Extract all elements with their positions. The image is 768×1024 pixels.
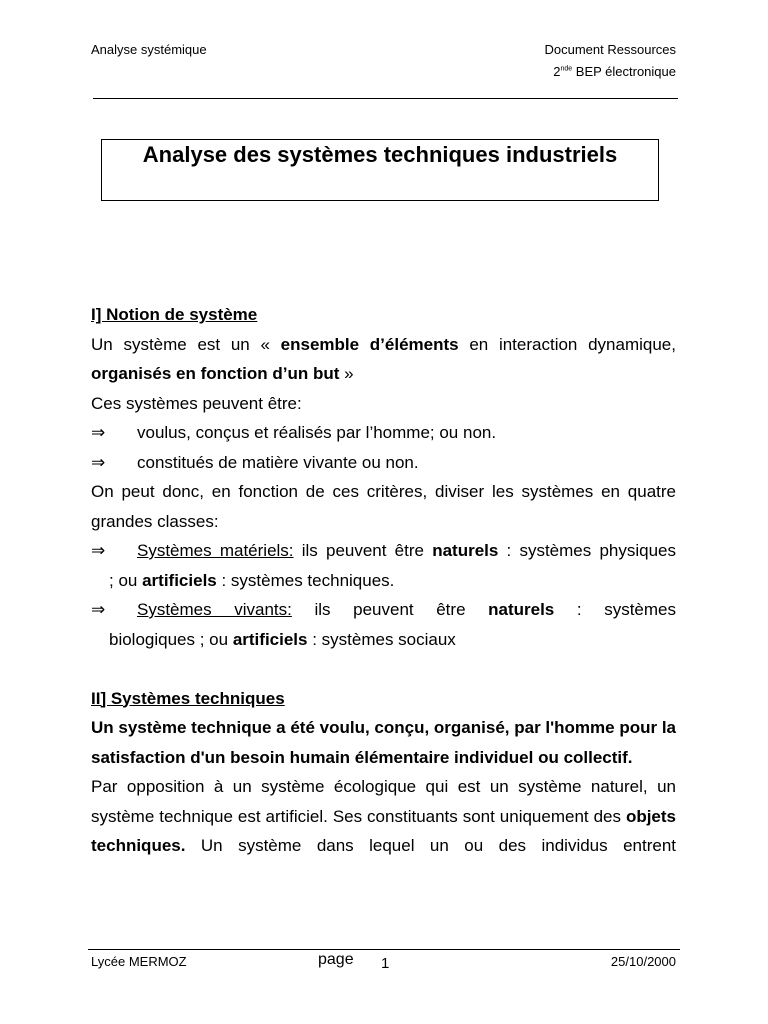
- page-title: Analyse des systèmes techniques industriels: [142, 142, 618, 167]
- text-run: : systèmes techniques.: [216, 570, 395, 590]
- text-run-bold: ensemble d’éléments: [280, 334, 459, 354]
- text-run-underline: Systèmes matériels:: [137, 541, 294, 560]
- footer-school: Lycée MERMOZ: [91, 954, 187, 969]
- footer-page-number: 1: [381, 955, 390, 972]
- list-item-continuation: [91, 566, 676, 596]
- text-run: ils peuvent être: [293, 541, 433, 560]
- text-run-bold: naturels: [432, 541, 499, 560]
- text-run-bold: organisés en fonction d’un but: [91, 364, 340, 383]
- section1-p3: On peut donc, en fonction de ces critères, diviser les systèmes en quatre grandes classes:: [91, 482, 676, 531]
- text-run: : systèmes: [554, 600, 676, 619]
- section2-heading: II] Systèmes techniques: [91, 688, 285, 708]
- title-box: [101, 139, 659, 201]
- footer-rule: [88, 949, 680, 950]
- class-name: BEP électronique: [572, 64, 676, 79]
- arrow-icon: ⇒: [91, 541, 106, 560]
- list-item: [91, 418, 676, 448]
- arrow-icon: ⇒: [91, 452, 106, 472]
- text-run: ; ou: [109, 570, 143, 590]
- section1-p1-line1: [91, 330, 676, 360]
- header-rule: [93, 98, 678, 99]
- text-run: Par opposition à un système écologique qui est un système naturel, un système technique est artificiel. Ses constituants sont uniquement des: [91, 777, 676, 826]
- arrow-icon: ⇒: [91, 600, 106, 619]
- list-item: [91, 448, 676, 478]
- text-run: : systèmes sociaux: [307, 629, 456, 649]
- list-item-continuation: [91, 625, 676, 655]
- class-level: 2: [553, 64, 561, 79]
- text-run-bold: artificiels: [142, 570, 217, 590]
- text-run: biologiques ; ou: [109, 629, 233, 649]
- text-run-underline: Systèmes vivants:: [137, 600, 292, 619]
- list-item-text: [137, 536, 676, 566]
- list-item: [91, 536, 676, 566]
- text-run: Un système dans lequel un ou des individus entrent: [185, 836, 676, 855]
- list-item-text: constitués de matière vivante ou non.: [137, 452, 419, 472]
- text-run-bold: artificiels: [232, 629, 308, 649]
- header-left: Analyse systémique: [91, 42, 207, 57]
- section2-p2: [91, 772, 676, 861]
- section2-p1: Un système technique a été voulu, conçu, organisé, par l'homme pour la satisfaction d'un besoin humain élémentaire individuel ou collectif.: [91, 718, 677, 767]
- arrow-icon: ⇒: [91, 423, 106, 442]
- text-run: »: [339, 364, 354, 383]
- text-run-bold: objets techniques.: [91, 806, 676, 855]
- text-run: ils peuvent être: [291, 600, 489, 619]
- class-level-sup: nde: [560, 65, 573, 73]
- spacer: [91, 654, 676, 684]
- section1-p1-line2: [91, 359, 676, 389]
- header-right-line2: [553, 64, 676, 79]
- text-run: : systèmes physiques: [498, 541, 676, 560]
- list-item: [91, 595, 676, 625]
- list-item-text: [137, 595, 676, 625]
- footer-date: 25/10/2000: [610, 954, 676, 969]
- text-run: en interaction dynamique,: [458, 334, 676, 354]
- list-item-text: voulus, conçus et réalisés par l’homme; ou non.: [137, 423, 497, 442]
- document-body: [91, 300, 676, 861]
- text-run: Un système est un «: [91, 334, 281, 354]
- header-right-line1: Document Ressources: [544, 42, 676, 57]
- footer-page-label: page: [318, 951, 354, 968]
- section1-p2: Ces systèmes peuvent être:: [91, 393, 302, 413]
- text-run-bold: naturels: [488, 600, 555, 619]
- section1-heading: I] Notion de système: [91, 305, 258, 324]
